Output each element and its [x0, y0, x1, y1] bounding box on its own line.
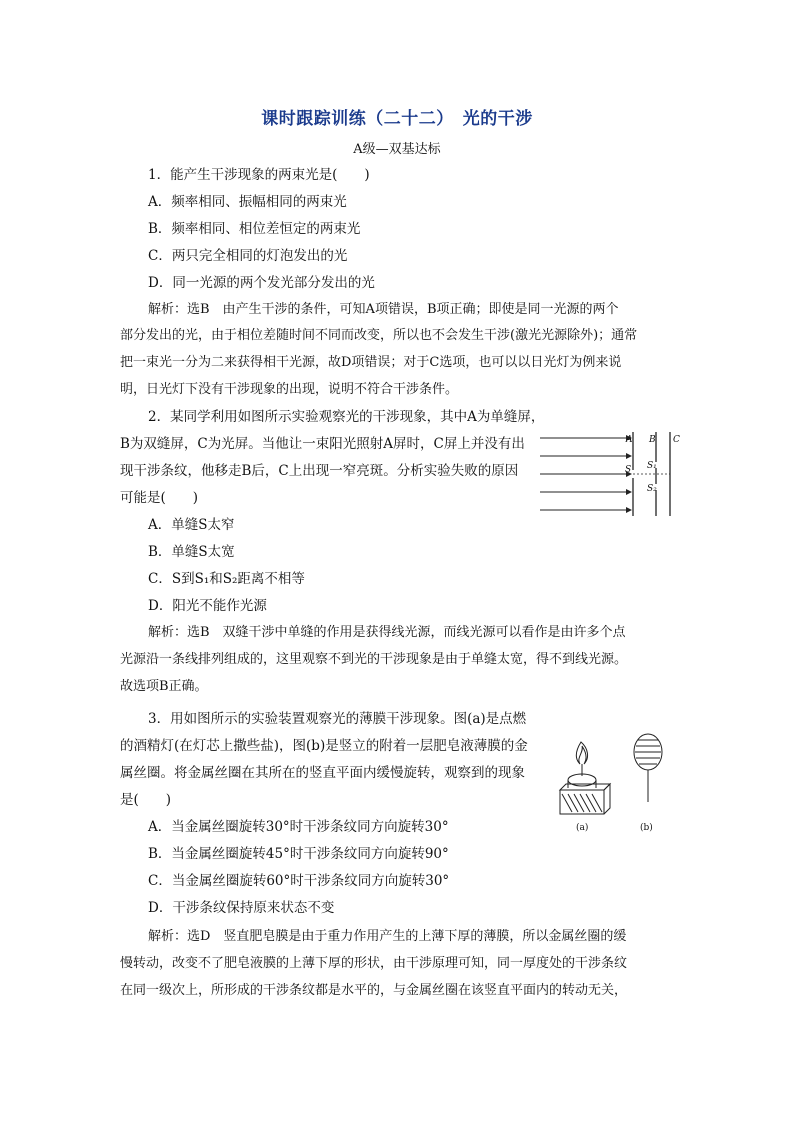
q2-stem-line: 2．某同学利用如图所示实验观察光的干涉现象，其中A为单缝屏，	[148, 409, 545, 425]
q2-solution-line: 解析：选B 双缝干涉中单缝的作用是获得线光源，而线光源可以看作是由许多个点	[148, 625, 626, 640]
q1-stem: 1．能产生干涉现象的两束光是( )	[148, 167, 370, 183]
q2-solution-line: 故选项B正确。	[120, 679, 208, 694]
q2-solution-line: 光源沿一条线排列组成的，这里观察不到光的干涉现象是由于单缝太宽，得不到线光源。	[120, 652, 628, 667]
q2-option-a: A．单缝S太窄	[148, 517, 235, 533]
q3-stem-line: 属丝圈。将金属丝圈在其所在的竖直平面内缓慢旋转，观察到的现象	[120, 765, 525, 781]
q2-option-c: C．S到S₁和S₂距离不相等	[148, 571, 305, 587]
q1-option-d: D．同一光源的两个发光部分发出的光	[148, 275, 375, 291]
fig-caption-a: (a)	[576, 823, 589, 833]
page-title: 课时跟踪训练（二十二） 光的干涉	[261, 109, 533, 129]
section-heading: A级—双基达标	[353, 142, 441, 157]
q1-option-c: C．两只完全相同的灯泡发出的光	[148, 248, 348, 264]
q1-solution-line: 部分发出的光，由于相位差随时间不同而改变，所以也不会发生干涉(激光光源除外)；通常	[120, 328, 638, 343]
q3-option-c: C．当金属丝圈旋转60°时干涉条纹同方向旋转30°	[148, 873, 450, 889]
q1-solution-line: 解析：选B 由产生干涉的条件，可知A项错误，B项正确；即使是同一光源的两个	[148, 302, 619, 317]
q2-stem-line: B为双缝屏，C为光屏。当他让一束阳光照射A屏时，C屏上并没有出	[120, 436, 525, 452]
q3-option-a: A．当金属丝圈旋转30°时干涉条纹同方向旋转30°	[148, 819, 449, 835]
q1-option-a: A．频率相同、振幅相同的两束光	[148, 194, 347, 210]
q3-stem-line: 的酒精灯(在灯芯上撒些盐)，图(b)是竖立的附着一层肥皂液薄膜的金	[120, 738, 528, 754]
q1-option-b: B．频率相同、相位差恒定的两束光	[148, 221, 361, 237]
q3-option-d: D．干涉条纹保持原来状态不变	[148, 900, 335, 916]
q3-stem-line: 3．用如图所示的实验装置观察光的薄膜干涉现象。图(a)是点燃	[148, 711, 527, 727]
fig-label-s: S	[625, 465, 632, 475]
fig-label-s2: S₂	[647, 484, 657, 494]
q3-stem-line: 是( )	[120, 792, 172, 808]
fig-label-c: C	[673, 435, 680, 445]
q3-solution-line: 在同一级次上，所形成的干涉条纹都是水平的，与金属丝圈在该竖直平面内的转动无关，	[120, 983, 628, 998]
thin-film-figure	[556, 728, 686, 836]
q2-option-d: D．阳光不能作光源	[148, 598, 267, 614]
q3-solution-line: 解析：选D 竖直肥皂膜是由于重力作用产生的上薄下厚的薄膜，所以金属丝圈的缓	[148, 929, 627, 944]
q3-solution-line: 慢转动，改变不了肥皂液膜的上薄下厚的形状，由干涉原理可知，同一厚度处的干涉条纹	[120, 956, 628, 971]
fig-label-a: A	[626, 435, 633, 445]
q3-option-b: B．当金属丝圈旋转45°时干涉条纹同方向旋转90°	[148, 846, 449, 862]
q2-stem-line: 现干涉条纹，他移走B后，C上出现一窄亮斑。分析实验失败的原因	[120, 463, 519, 479]
fig-label-s1: S₁	[647, 461, 657, 471]
q2-stem-line: 可能是( )	[120, 490, 199, 506]
q1-solution-line: 明，日光灯下没有干涉现象的出现，说明不符合干涉条件。	[120, 382, 459, 397]
q1-solution-line: 把一束光一分为二来获得相干光源，故D项错误；对于C选项，也可以以日光灯为例来说	[120, 355, 622, 370]
double-slit-figure	[538, 428, 688, 520]
fig-caption-b: (b)	[640, 823, 653, 833]
fig-label-b: B	[649, 435, 656, 445]
q2-option-b: B．单缝S太宽	[148, 544, 235, 560]
